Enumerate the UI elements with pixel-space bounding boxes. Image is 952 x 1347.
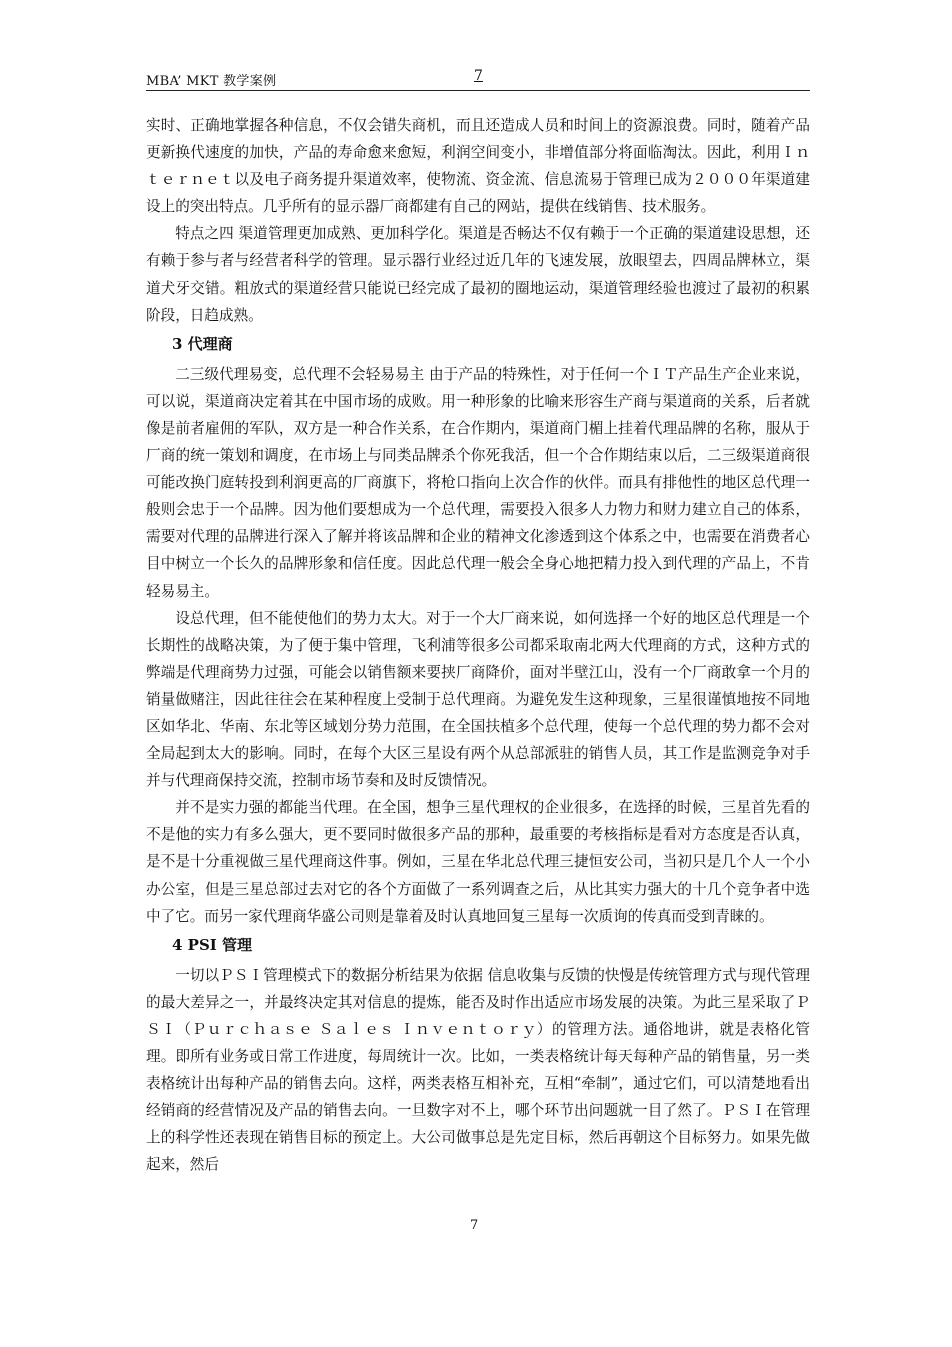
paragraph: 一切以ＰＳＩ管理模式下的数据分析结果为依据 信息收集与反馈的快慢是传统管理方式与现代管理的最大差异之一，并最终决定其对信息的提炼，能否及时作出适应市场发展的决策。为此三星采取了ＰＳＩ（Ｐｕｒｃｈａｓｅ Ｓａｌｅｓ Ｉｎｖｅｎｔｏｒｙ）的管理方法。通俗地讲，就是表格化管理。即所有业务或日常工作进度，每周统计一次。比如，一类表格统计每天每种产品的销售量，另一类表格统计出每种产品的销售去向。这样，两类表格互相补充，互相“牵制”，通过它们，可以清楚地看出经销商的经营情况及产品的销售去向。一旦数字对不上，哪个环节出问题就一目了然了。ＰＳＩ在管理上的科学性还表现在销售目标的预定上。大公司做事总是先定目标，然后再朝这个目标努力。如果先做起来，然后 [146,966,810,1174]
paragraph: 设总代理，但不能使他们的势力太大。对于一个大厂商来说，如何选择一个好的地区总代理是一个长期性的战略决策，为了便于集中管理，飞利浦等很多公司都采取南北两大代理商的方式，这种方式的弊端是代理商势力过强，可能会以销售额来要挟厂商降价，面对半壁江山，没有一个厂商敢拿一个月的销量做赌注，因此往往会在某种程度上受制于总代理商。为避免发生这种现象，三星很谨慎地按不同地区如华北、华南、东北等区域划分势力范围，在全国扶植多个总代理，使每一个总代理的势力都不会对全局起到太大的影响。同时，在每个大区三星设有两个从总部派驻的销售人员，其工作是监测竞争对手并与代理商保持交流，控制市场节奏和及时反馈情况。 [146,609,810,790]
header-page-number: 7 [474,68,483,84]
paragraph: 特点之四 渠道管理更加成熟、更加科学化。渠道是否畅达不仅有赖于一个正确的渠道建设思想，还有赖于参与者与经营者科学的管理。显示器行业经过近几年的飞速发展，放眼望去，四周品牌林立，渠道犬牙交错。粗放式的渠道经营只能说已经完成了最初的圈地运动，渠道管理经验也渡过了最初的积累阶段，日趋成熟。 [146,225,810,324]
footer-page-number: 7 [470,1218,479,1233]
section-heading: 4 PSI 管理 [172,935,253,954]
header-title: MBA’ MKT 教学案例 [146,74,277,89]
paragraph: 并不是实力强的都能当代理。在全国，想争三星代理权的企业很多，在选择的时候，三星首先看的不是他的实力有多么强大，更不要同时做很多产品的那种，最重要的考核指标是看对方态度是否认真，是不是十分重视做三星代理商这件事。例如，三星在华北总代理三捷恒安公司，当初只是几个人一个小办公室，但是三星总部过去对它的各个方面做了一系列调查之后，从比其实力强大的十几个竞争者中选中了它。而另一家代理商华盛公司则是靠着及时认真地回复三星每一次质询的传真而受到青睐的。 [146,799,810,925]
paragraph: 二三级代理易变，总代理不会轻易易主 由于产品的特殊性，对于任何一个ＩＴ产品生产企业来说，可以说，渠道商决定着其在中国市场的成败。用一种形象的比喻来形容生产商与渠道商的关系，后者就像是前者雇佣的军队，双方是一种合作关系，在合作期内，渠道商门楣上挂着代理品牌的名称，服从于厂商的统一策划和调度，在市场上与同类品牌杀个你死我活，但一个合作期结束以后，二三级渠道商很可能改换门庭转投到利润更高的厂商旗下，将枪口指向上次合作的伙伴。而具有排他性的地区总代理一般则会忠于一个品牌。因为他们要想成为一个总代理，需要投入很多人力物力和财力建立自己的体系，需要对代理的品牌进行深入了解并将该品牌和企业的精神文化渗透到这个体系之中，也需要在消费者心目中树立一个长久的品牌形象和信任度。因此总代理一般会全身心地把精力投入到代理的产品上，不肯轻易易主。 [146,365,810,600]
paragraph: 实时、正确地掌握各种信息，不仅会错失商机，而且还造成人员和时间上的资源浪费。同时，随着产品更新换代速度的加快，产品的寿命愈来愈短，利润空间变小，非增值部分将面临淘汰。因此，利用Ｉｎｔｅｒｎｅｔ以及电子商务提升渠道效率，使物流、资金流、信息流易于管理已成为２０００年渠道建设上的突出特点。几乎所有的显示器厂商都建有自己的网站，提供在线销售、技术服务。 [146,117,810,216]
page-header [146,66,810,91]
section-heading: 3 代理商 [172,334,233,353]
document-body [146,112,810,1178]
